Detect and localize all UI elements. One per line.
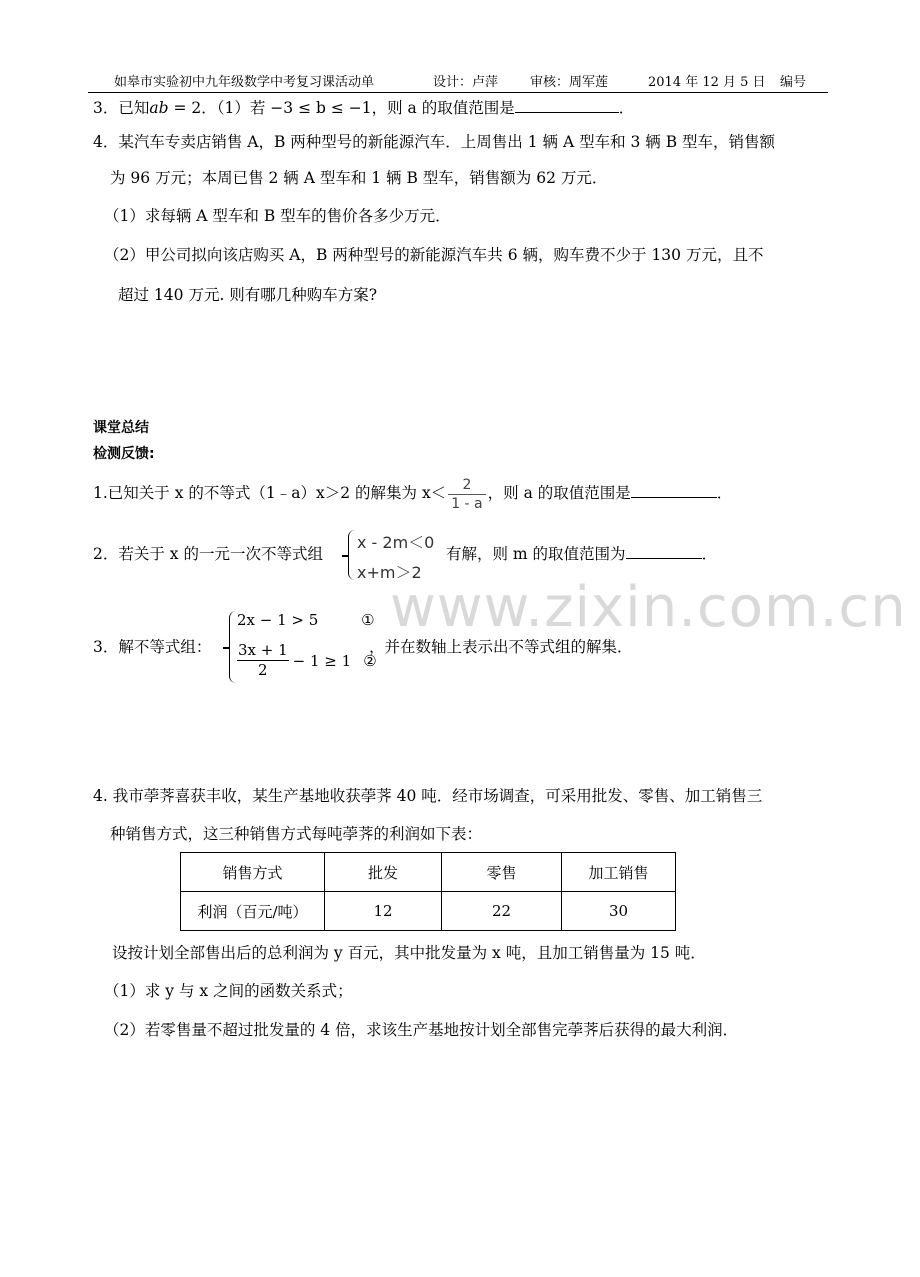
f2-suffix: 有解，则 m 的取值范围为 — [446, 545, 626, 563]
q3-expr-eq: = 2．（1）若 — [168, 99, 271, 117]
f3-ineq2-denominator: 2 — [258, 661, 268, 679]
f1-fraction — [448, 476, 485, 513]
f2-brace — [348, 530, 355, 580]
page-header — [88, 70, 828, 93]
table-header-cell: 批发 — [325, 853, 442, 892]
f2-suffix-wrap — [446, 544, 717, 564]
f1-prefix: 1.已知关于 x 的不等式（1﹣a）x＞2 的解集为 x＜ — [93, 484, 447, 502]
table-cell: 22 — [442, 892, 562, 931]
f1-suffix: ，则 a 的取值范围是 — [487, 484, 631, 502]
f2-inequality-2: x+m＞2 — [357, 563, 422, 582]
f4-line1: 4. 我市荸荠喜获丰收，某生产基地收获荸荠 40 吨．经市场调查，可采用批发、零售、加工销售三 — [93, 787, 763, 805]
q4-part2-line1: （2）甲公司拟向该店购买 A，B 两种型号的新能源汽车共 6 辆，购车费不少于 130 万元，且不 — [104, 246, 764, 264]
f3-inequality-2 — [237, 641, 377, 680]
table-header-cell: 销售方式 — [181, 853, 325, 892]
table-row — [181, 892, 676, 931]
f2-end: ． — [701, 545, 718, 563]
f4-part1: （1）求 y 与 x 之间的函数关系式； — [104, 982, 353, 1000]
q3-prefix: 3．已知 — [93, 99, 150, 117]
q3-end: ． — [618, 99, 635, 117]
q4-line2: 为 96 万元；本周已售 2 辆 A 型车和 1 辆 B 型车，销售额为 62 万元． — [110, 169, 608, 187]
f4-line3: 设按计划全部售出后的总利润为 y 百元，其中批发量为 x 吨，且加工销售量为 15 吨． — [112, 944, 706, 962]
f3-mark-1: ① — [361, 611, 375, 629]
q4-line1: 4．某汽车专卖店销售 A，B 两种型号的新能源汽车．上周售出 1 辆 A 型车和 3 辆 B 型车，销售额 — [93, 133, 776, 151]
f3-ineq2-numerator: 3x + 1 — [238, 641, 288, 659]
feedback-question-1 — [93, 475, 732, 513]
f4-part2: （2）若零售量不超过批发量的 4 倍，求该生产基地按计划全部售完荸荠后获得的最大利润． — [104, 1021, 739, 1039]
q3-answer-blank[interactable] — [515, 98, 619, 113]
table-cell: 30 — [562, 892, 676, 931]
f3-ineq2-fraction — [237, 641, 289, 680]
f1-end: ． — [716, 484, 733, 502]
f2-answer-blank[interactable] — [626, 544, 702, 559]
table-header-cell: 加工销售 — [562, 853, 676, 892]
table-header-cell: 零售 — [442, 853, 562, 892]
f3-mark-2: ② — [363, 651, 377, 670]
section-feedback-heading: 检测反馈: — [93, 446, 155, 462]
f3-brace — [229, 611, 236, 683]
q3-range: −3 ≤ b ≤ −1 — [270, 99, 372, 117]
question-3 — [93, 98, 634, 118]
f1-frac-denominator: 1 - a — [451, 495, 483, 512]
header-date: 2014 年 12 月 5 日 — [648, 75, 766, 90]
table-cell: 利润（百元/吨） — [181, 892, 325, 931]
header-reviewer: 审核：周军莲 — [530, 75, 609, 90]
table-row — [181, 853, 676, 892]
f3-suffix: ，并在数轴上表示出不等式组的解集． — [369, 638, 633, 656]
f3-inequality-1 — [237, 611, 375, 629]
header-designer: 设计：卢萍 — [433, 75, 499, 90]
table-cell: 12 — [325, 892, 442, 931]
q4-part2-line2: 超过 140 万元. 则有哪几种购车方案? — [118, 286, 378, 304]
section-summary-heading: 课堂总结 — [93, 420, 149, 436]
q3-suffix: ，则 a 的取值范围是 — [371, 99, 515, 117]
watermark: www.zixin.com.cn — [390, 575, 907, 640]
header-title: 如皋市实验初中九年级数学中考复习课活动单 — [114, 75, 375, 90]
f3-prefix: 3．解不等式组： — [93, 638, 212, 656]
q4-part1: （1）求每辆 A 型车和 B 型车的售价各多少万元． — [104, 207, 451, 225]
f2-prefix: 2．若关于 x 的一元一次不等式组 — [93, 545, 323, 563]
f1-frac-numerator: 2 — [448, 476, 485, 495]
f3-ineq2-rest: − 1 ≥ 1 — [292, 651, 352, 670]
q3-expr-ab: ab — [149, 99, 169, 117]
profit-table — [180, 852, 676, 931]
f1-answer-blank[interactable] — [631, 483, 717, 498]
f2-inequality-1: x - 2m＜0 — [357, 533, 435, 552]
f3-ineq1-text: 2x − 1 > 5 — [237, 611, 319, 629]
f4-line2: 种销售方式，这三种销售方式每吨荸荠的利润如下表： — [110, 825, 483, 843]
header-number-label: 编号 — [780, 75, 807, 90]
